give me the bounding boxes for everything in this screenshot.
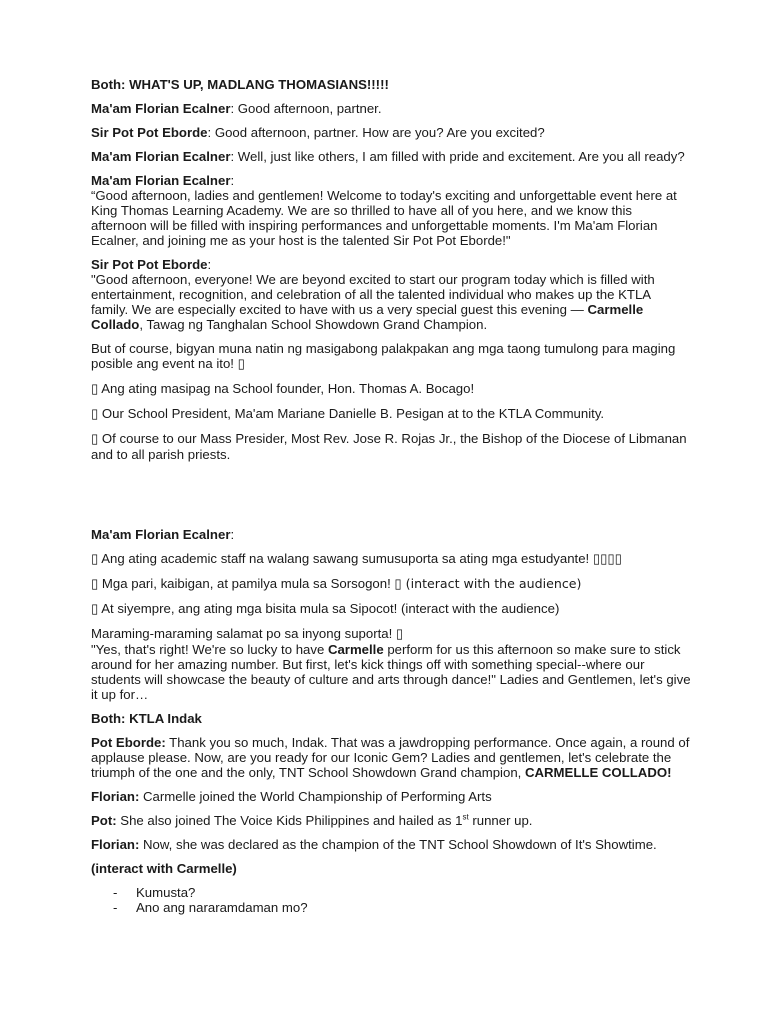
- list-item: [91, 885, 691, 900]
- line-both-greeting: [91, 77, 691, 92]
- document-body: [91, 77, 691, 915]
- line-florian-welcome: [91, 173, 691, 248]
- dialogue-text: “Good afternoon, ladies and gentlemen! Welcome to today's exciting and unforgettable event here at King Thomas Learning Academy. We are so thrilled to have all of you here, and we know this afternoon will be filled with inspiring performances and unforgettable moments. I'm Ma'am Florian Ecalner, and joining me as your host is the talented Sir Pot Pot Eborde!": [91, 188, 677, 248]
- speaker-label: Pot Eborde:: [91, 735, 166, 750]
- guest-name: Carmelle: [327, 642, 384, 657]
- line-academic-staff: [91, 551, 691, 567]
- speaker-colon: :: [230, 173, 235, 188]
- dialogue-text: But of course, bigyan muna natin ng masigabong palakpakan ang mga taong tumulong para maging posible ang event na ito!: [91, 341, 676, 371]
- dialogue-text: She also joined The Voice Kids Philippines and hailed as 1: [116, 813, 463, 828]
- dialogue-text-end: perform for us this afternoon so make sure to stick around for her amazing number. But first, let's kick things off with something special--where our students will showcase the beauty of culture and arts through dance!" Ladies and Gentlemen, let's give it up for…: [91, 642, 691, 702]
- dialogue-text: Carmelle joined the World Championship of Performing Arts: [139, 789, 492, 804]
- cue-text: Both: KTLA Indak: [91, 711, 202, 726]
- missing-glyph-icon: ▯: [91, 577, 99, 592]
- missing-glyph-icons: ▯▯▯▯: [592, 552, 622, 567]
- missing-glyph-icon: ▯: [91, 602, 99, 617]
- line-applause: [91, 341, 691, 372]
- line-florian-1: [91, 101, 691, 116]
- line-pot-voice: [91, 813, 691, 828]
- line-florian-tnt: [91, 837, 691, 852]
- speaker-label: Florian:: [91, 837, 140, 852]
- spacer: [91, 471, 691, 527]
- list-item: [91, 900, 691, 915]
- list-dash: -: [113, 900, 118, 915]
- speaker-label: Sir Pot Pot Eborde: [91, 125, 208, 140]
- dialogue-text: Our School President, Ma'am Mariane Danielle B. Pesigan at to the KTLA Community.: [98, 406, 605, 421]
- dialogue-text: : Well, just like others, I am filled with pride and excitement. Are you all ready?: [230, 149, 685, 164]
- line-pot-indak: [91, 735, 691, 780]
- greeting-text: WHAT'S UP, MADLANG THOMASIANS!!!!!: [125, 77, 389, 92]
- dialogue-text-cont: , Tawag ng Tanghalan School Showdown Grand Champion.: [139, 317, 488, 332]
- list-dash: -: [113, 885, 118, 900]
- line-thanks: [91, 626, 691, 702]
- list-item-text: Ano ang nararamdaman mo?: [136, 900, 308, 915]
- guest-name: Carmelle Collado: [91, 302, 644, 332]
- speaker-label: Both:: [91, 77, 126, 92]
- speaker-label: Ma'am Florian Ecalner: [91, 101, 231, 116]
- missing-glyph-icon: ▯: [91, 382, 99, 397]
- line-florian-wcopa: [91, 789, 691, 804]
- speaker-label: Ma'am Florian Ecalner: [91, 527, 231, 542]
- dialogue-text: Of course to our Mass Presider, Most Rev. Jose R. Rojas Jr., the Bishop of the Diocese of Libmanan and to all parish priests.: [91, 431, 687, 462]
- missing-glyph-icon: ▯: [394, 577, 402, 592]
- line-presider: [91, 431, 691, 462]
- speaker-label: Ma'am Florian Ecalner: [91, 173, 231, 188]
- missing-glyph-icon: ▯: [91, 552, 99, 567]
- line-president: [91, 406, 691, 422]
- dialogue-text: Thank you so much, Indak. That was a jawdropping performance. Once again, a round of applause please. Now, are you ready for our Iconic Gem? Ladies and gentlemen, let's celebrate the triumph of the one and the only, TNT School Showdown Grand champion,: [91, 735, 690, 780]
- line-pot-welcome: [91, 257, 691, 332]
- speaker-colon: :: [207, 257, 212, 272]
- dialogue-text: Ang ating academic staff na walang sawang sumusuporta sa ating mga estudyante!: [98, 551, 593, 566]
- speaker-label: Sir Pot Pot Eborde: [91, 257, 208, 272]
- stage-note: (interact with the audience): [401, 576, 582, 591]
- missing-glyph-icon: ▯: [91, 432, 99, 447]
- dialogue-text: : Good afternoon, partner. How are you? Are you excited?: [207, 125, 545, 140]
- dialogue-text-cont: "Yes, that's right! We're so lucky to have: [91, 642, 328, 657]
- missing-glyph-icon: ▯: [91, 407, 99, 422]
- dialogue-text: At siyempre, ang ating mga bisita mula sa Sipocot! (interact with the audience): [98, 601, 560, 616]
- speaker-label: Florian:: [91, 789, 140, 804]
- line-florian-2: [91, 149, 691, 164]
- line-sipocot: [91, 601, 691, 617]
- list-item-text: Kumusta?: [136, 885, 196, 900]
- dialogue-text: : Good afternoon, partner.: [230, 101, 382, 116]
- dialogue-text: Now, she was declared as the champion of the TNT School Showdown of It's Showtime.: [139, 837, 657, 852]
- ordinal-suffix: st: [462, 812, 469, 822]
- line-interact: [91, 861, 691, 876]
- speaker-colon: :: [230, 527, 235, 542]
- missing-glyph-icon: ▯: [237, 357, 245, 372]
- dialogue-text: Mga pari, kaibigan, at pamilya mula sa Sorsogon!: [98, 576, 395, 591]
- dialogue-text: Maraming-maraming salamat po sa inyong suporta!: [91, 626, 396, 641]
- line-pot-1: [91, 125, 691, 140]
- dialogue-text-cont: runner up.: [468, 813, 533, 828]
- speaker-label: Pot:: [91, 813, 117, 828]
- question-list: [91, 885, 691, 915]
- dialogue-text: "Good afternoon, everyone! We are beyond excited to start our program today which is filled with entertainment, recognition, and celebration of all the talented individual who makes up the KTLA family. We are especially excited to have with us a very special guest this evening —: [91, 272, 655, 317]
- stage-direction: (interact with Carmelle): [91, 861, 237, 876]
- speaker-label: Ma'am Florian Ecalner: [91, 149, 231, 164]
- missing-glyph-icon: ▯: [395, 627, 404, 642]
- guest-name: CARMELLE COLLADO!: [524, 765, 672, 780]
- line-sorsogon: [91, 576, 691, 592]
- line-florian-header: [91, 527, 691, 542]
- line-both-indak: [91, 711, 691, 726]
- dialogue-text: Ang ating masipag na School founder, Hon. Thomas A. Bocago!: [98, 381, 475, 396]
- line-founder: [91, 381, 691, 397]
